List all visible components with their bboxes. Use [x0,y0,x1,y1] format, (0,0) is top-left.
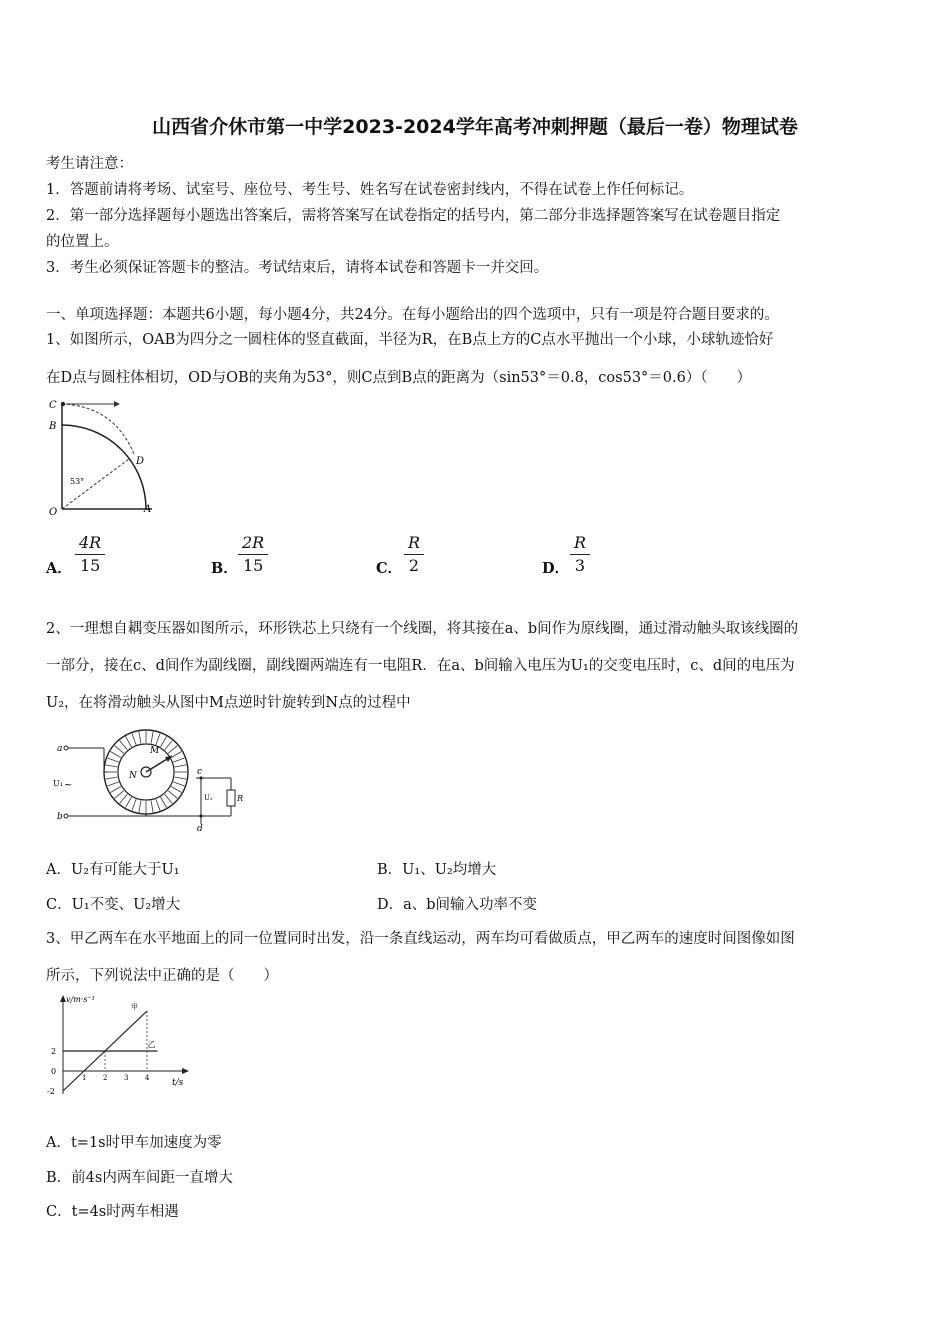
series-label-yi: 乙 [147,1040,156,1049]
coil-winding [106,765,118,767]
coil-winding [115,791,124,799]
fig-label-d: D [136,456,145,467]
fig-label-r: R [237,794,244,803]
q3-chart [44,990,204,1105]
q2-option-c[interactable]: C．U₁不变、U₂增大 [46,897,181,913]
x-tick-label: 2 [103,1074,108,1082]
q1-option-b-label[interactable]: B． [211,560,238,577]
coil-winding [115,746,124,754]
q1-option-c-label[interactable]: C． [376,560,403,577]
notice-item: 1．答题前请将考场、试室号、座位号、考生号、姓名写在试卷密封线内，不得在试卷上作任何标记。 [46,182,694,198]
x-tick-label: 3 [124,1074,129,1082]
fig-label-u2: U₂ [204,794,213,802]
q1-option-a-label[interactable]: A． [46,560,72,577]
fig-label-b: b [57,812,63,822]
frac-num: 4R [75,532,105,555]
coil-winding [107,782,118,786]
q3-option-b[interactable]: B．前4s内两车间距一直增大 [46,1170,233,1186]
coil-winding [161,736,167,746]
q3-text-line2: 所示，下列说法中正确的是（ ） [46,968,278,984]
q1-option-c-value [404,532,424,577]
y-tick-label: 0 [51,1067,57,1076]
notice-item: 3．考生必须保证答题卡的整洁。考试结束后，请将本试卷和答题卡一并交回。 [46,260,549,276]
frac-den: 2 [408,556,420,575]
frac-num: 2R [238,532,268,555]
coil-winding [132,733,136,744]
q2-text-line1: 2、一理想自耦变压器如图所示，环形铁芯上只绕有一个线圈，将其接在a、b间作为原线圈，通过滑动触头取该线圈的 [46,621,799,637]
fig-label-u1: U₁ [53,779,63,788]
coil-winding [173,758,184,762]
q1-option-a-value [75,532,105,577]
q2-figure [46,720,246,836]
frac-num: R [404,532,424,555]
coil-winding [151,801,153,813]
frac-den: 3 [574,556,586,575]
q1-option-d-label[interactable]: D． [542,560,570,577]
q2-text-line3: U₂，在将滑动触头从图中M点逆时针旋转到N点的过程中 [46,695,411,711]
fig-label-n: N [129,771,137,781]
coil-winding [120,741,128,750]
fig-label-m: M [150,746,160,756]
coil-winding [156,799,160,810]
coil-winding [126,736,132,746]
y-tick-label: 2 [51,1047,57,1056]
fig-label-angle: 53° [70,477,85,486]
coil-winding [168,791,177,799]
y-axis-label: v/m·s⁻¹ [66,995,95,1004]
q3-option-a[interactable]: A．t=1s时甲车加速度为零 [46,1135,222,1151]
frac-den: 15 [79,556,101,575]
coil-winding [110,752,120,758]
fig-label-c: C [49,400,57,411]
q1-option-d-value [570,532,590,577]
notice-heading: 考生请注意： [46,156,133,172]
coil-winding [126,797,132,807]
coil-winding [120,794,128,803]
fig-label-o: O [49,507,58,518]
x-axis-arrow-icon [182,1068,189,1074]
x-tick-label: 1 [82,1074,87,1082]
x-tick-label: 4 [145,1074,150,1082]
q3-option-c[interactable]: C．t=4s时两车相遇 [46,1204,179,1220]
ac-source-icon: ~ [64,780,73,791]
coil-winding [151,732,153,744]
frac-den: 15 [242,556,264,575]
coil-winding [171,787,181,793]
q3-text-line1: 3、甲乙两车在水平地面上的同一位置同时出发，沿一条直线运动，两车均可看做质点，甲乙两车的速度时间图像如图 [46,931,795,947]
coil-winding [171,752,181,758]
q1-text-line2: 在D点与圆柱体相切，OD与OB的夹角为53°，则C点到B点的距离为（sin53°＝0.8，cos53°＝0.6）（ ） [46,370,752,386]
fig-label-d: d [197,824,203,834]
coil-winding [132,799,136,810]
page-title: 山西省介休市第一中学2023-2024学年高考冲刺押题（最后一卷）物理试卷 [152,116,798,138]
y-tick-label: -2 [47,1087,55,1096]
coil-winding [106,777,118,779]
fig-label-c: c [197,767,203,777]
fig-label-a: A [144,504,152,515]
coil-winding [161,797,167,807]
fig-label-b: B [49,421,57,432]
section-heading: 一、单项选择题：本题共6小题，每小题4分，共24分。在每小题给出的四个选项中，只有一项是符合题目要求的。 [46,307,779,323]
q1-text-line1: 1、如图所示，OAB为四分之一圆柱体的竖直截面，半径为R，在B点上方的C点水平抛出一个小球，小球轨迹恰好 [46,332,774,348]
coil-winding [165,794,173,803]
coil-winding [110,787,120,793]
notice-item: 的位置上。 [46,234,119,250]
x-axis-label: t/s [172,1078,184,1088]
q2-option-a[interactable]: A．U₂有可能大于U₁ [46,862,180,878]
q1-figure [44,394,159,519]
series-label-jia: 甲 [131,1003,138,1011]
q2-option-b[interactable]: B．U₁、U₂均增大 [377,862,497,878]
coil-winding [173,782,184,786]
coil-winding [156,733,160,744]
fig-label-a: a [57,744,63,754]
coil-winding [175,777,187,779]
q1-option-b-value [238,532,268,577]
q2-text-line2: 一部分，接在c、d间作为副线圈，副线圈两端连有一电阻R．在a、b间输入电压为U₁的交变电压时，c、d间的电压为 [46,658,795,674]
notice-item: 2．第一部分选择题每小题选出答案后，需将答案写在试卷指定的括号内，第二部分非选择题答案写在试卷题目指定 [46,208,781,224]
coil-winding [175,765,187,767]
q2-option-d[interactable]: D．a、b间输入功率不变 [377,897,538,913]
coil-winding [139,801,141,813]
coil-winding [168,746,177,754]
coil-winding [165,741,173,750]
frac-num: R [570,532,590,555]
coil-winding [139,732,141,744]
coil-winding [107,758,118,762]
